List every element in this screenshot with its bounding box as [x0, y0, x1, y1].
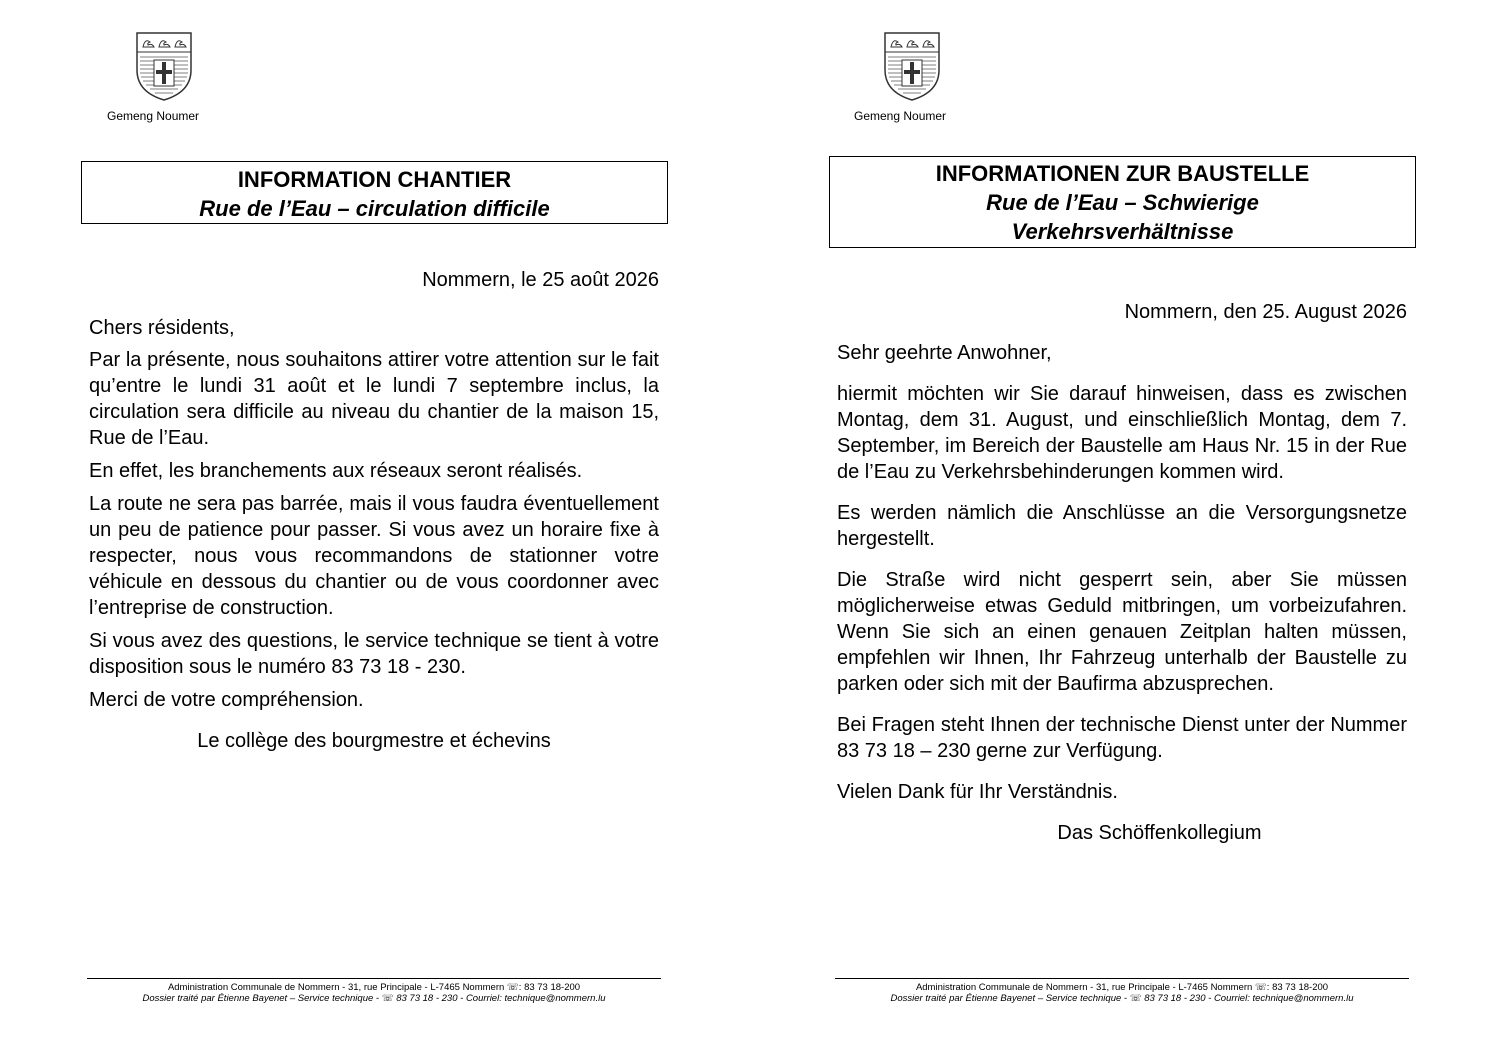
notice-subtitle-line2: Verkehrsverhältnisse — [1011, 219, 1234, 244]
closing-line: Vielen Dank für Ihr Verständnis. — [837, 781, 1118, 803]
signature: Le collège des bourgmestre et échevins — [197, 730, 551, 752]
letter-date: Nommern, den 25. August 2026 — [1124, 301, 1407, 323]
paragraph: En effet, les branchements aux réseaux seront réalisés. — [89, 460, 583, 482]
french-letter-page — [0, 0, 748, 1058]
german-letter-page — [748, 0, 1497, 1058]
footer-divider — [835, 978, 1409, 979]
municipality-name: Gemeng Noumer — [854, 109, 947, 123]
salutation: Sehr geehrte Anwohner, — [837, 342, 1052, 364]
paragraph: Die Straße wird nicht gesperrt sein, aber Sie müssen möglicherweise etwas Geduld mitbringen, um vorbeizufahren. Wenn Sie sich an einen genauen Zeitplan halten müssen, empfehlen wir Ihnen, Ihr Fahrzeug unterhalb der Baustelle zu parken oder sich mit der Baufirma abzusprechen. — [837, 569, 1407, 695]
notice-title: INFORMATIONEN ZUR BAUSTELLE — [935, 161, 1310, 186]
footer — [87, 982, 661, 1004]
paragraph: La route ne sera pas barrée, mais il vous faudra éventuellement un peu de patience pour passer. Si vous avez un horaire fixe à respecter, nous vous recommandons de stationner votre véhicule en dessous du chantier ou de vous coordonner avec l’entreprise de construction. — [89, 493, 659, 619]
notice-title-box — [829, 156, 1416, 248]
notice-title-box — [81, 161, 668, 224]
paragraph: Par la présente, nous souhaitons attirer votre attention sur le fait qu’entre le lundi 31 août et le lundi 7 septembre inclus, la circulation sera difficile au niveau du chantier de la maison 15, Rue de l’Eau. — [89, 349, 659, 449]
notice-subtitle-line1: Rue de l’Eau – Schwierige — [986, 190, 1259, 215]
paragraph: Bei Fragen steht Ihnen der technische Dienst unter der Nummer 83 73 18 – 230 gerne zur Verfügung. — [837, 714, 1407, 762]
footer-contact: Dossier traité par Étienne Bayenet – Service technique - ☏ 83 73 18 - 230 - Courriel: technique@nommern.lu — [890, 993, 1354, 1004]
municipality-name: Gemeng Noumer — [107, 109, 200, 123]
municipal-coat-of-arms-icon — [134, 30, 194, 102]
closing-line: Merci de votre compréhension. — [89, 689, 364, 711]
footer-contact: Dossier traité par Étienne Bayenet – Service technique - ☏ 83 73 18 - 230 - Courriel: technique@nommern.lu — [142, 993, 606, 1004]
footer-address: Administration Communale de Nommern - 31, rue Principale - L-7465 Nommern ☏: 83 73 18-200 — [915, 982, 1329, 993]
notice-title: INFORMATION CHANTIER — [237, 167, 512, 192]
footer — [835, 982, 1409, 1004]
salutation: Chers résidents, — [89, 317, 235, 339]
footer-divider — [87, 978, 661, 979]
paragraph: Es werden nämlich die Anschlüsse an die Versorgungsnetze hergestellt. — [837, 502, 1407, 550]
letter-date: Nommern, le 25 août 2026 — [422, 269, 659, 291]
footer-address: Administration Communale de Nommern - 31, rue Principale - L-7465 Nommern ☏: 83 73 18-200 — [167, 982, 581, 993]
letter-body — [837, 299, 1407, 846]
signature: Das Schöffenkollegium — [1057, 822, 1262, 844]
municipal-coat-of-arms-icon — [882, 30, 942, 102]
paragraph: Si vous avez des questions, le service technique se tient à votre disposition sous le numéro 83 73 18 - 230. — [89, 630, 659, 678]
paragraph: hiermit möchten wir Sie darauf hinweisen, dass es zwischen Montag, dem 31. August, und einschließlich Montag, dem 7. September, im Bereich der Baustelle am Haus Nr. 15 in der Rue de l’Eau zu Verkehrsbehinderungen kommen wird. — [837, 383, 1407, 483]
letter-body — [89, 267, 659, 754]
notice-subtitle: Rue de l’Eau – circulation difficile — [199, 196, 550, 221]
